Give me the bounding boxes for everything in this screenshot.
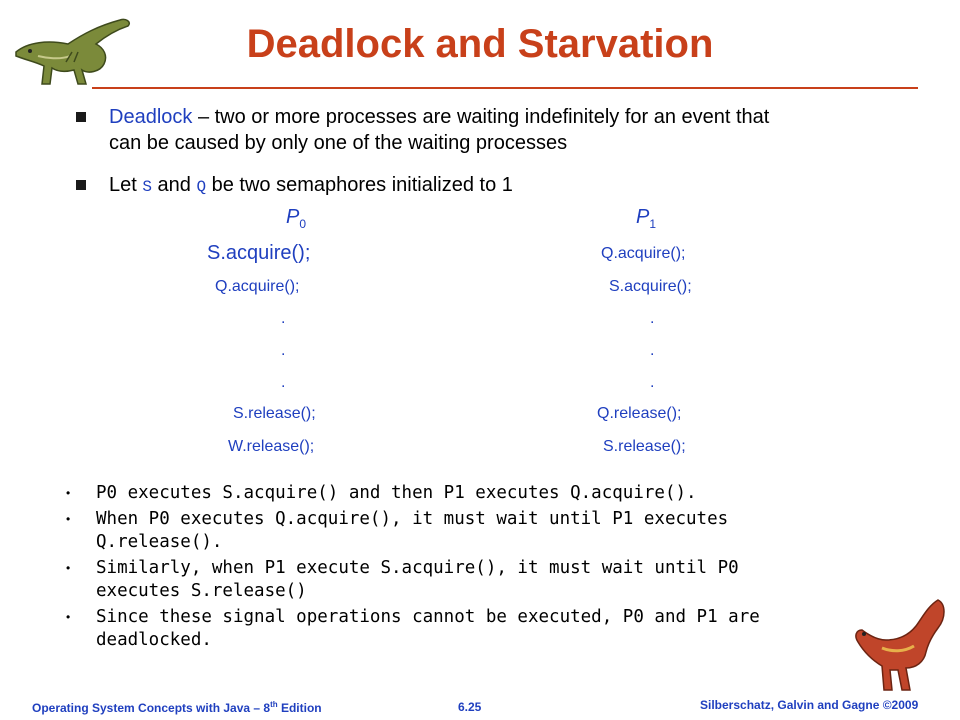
p1-line: S.acquire(); <box>609 278 692 295</box>
process-p1-heading: $P_1$ <box>636 206 657 231</box>
explanation-item <box>64 606 884 652</box>
p1-line: . <box>650 374 655 391</box>
p1-line: Q.acquire(); <box>601 245 686 262</box>
square-bullet-icon <box>76 112 86 122</box>
deadlock-definition-line2: can be caused by only one of the waiting processes <box>109 132 568 154</box>
explanation-line: deadlocked. <box>96 630 212 650</box>
semaphore-s: S <box>142 178 152 196</box>
semaphore-text-mid: and <box>151 174 197 196</box>
bullet-list <box>76 104 936 216</box>
explanation-line: Similarly, when P1 execute S.acquire(), it must wait until P0 <box>96 558 739 578</box>
dot-bullet-icon: • <box>66 610 71 624</box>
p0-line: Q.acquire(); <box>215 278 300 295</box>
semaphore-text-pre: Let <box>109 174 143 196</box>
p1-line: . <box>650 342 655 359</box>
explanation-line: When P0 executes Q.acquire(), it must wait until P1 executes <box>96 509 729 529</box>
deadlock-term: Deadlock <box>109 106 193 128</box>
explanation-line: Q.release(). <box>96 532 223 552</box>
dot-bullet-icon: • <box>66 486 71 500</box>
explanation-item <box>64 508 884 554</box>
deadlock-definition-text: – two or more processes are waiting indefinitely for an event that <box>192 106 770 128</box>
dot-bullet-icon: • <box>66 561 71 575</box>
semaphore-q: Q <box>196 178 207 196</box>
bullet-semaphores <box>76 172 936 200</box>
p1-line: . <box>650 310 655 327</box>
explanation-item <box>64 482 884 505</box>
p0-line: W.release(); <box>228 438 315 455</box>
p1-line: Q.release(); <box>597 405 682 422</box>
dot-bullet-icon: • <box>66 512 71 526</box>
page-title: Deadlock and Starvation <box>246 22 714 66</box>
semaphore-text-post: be two semaphores initialized to 1 <box>206 174 513 196</box>
dinosaur-bottom-icon <box>842 596 958 696</box>
bullet-deadlock-definition <box>76 104 936 156</box>
explanation-line: Since these signal operations cannot be executed, P0 and P1 are <box>96 607 760 627</box>
explanation-list <box>64 482 884 655</box>
process-p0-heading: $P_0$ <box>286 206 307 231</box>
footer-book-title: Operating System Concepts with Java – 8th Edition <box>32 700 322 715</box>
explanation-line: executes S.release() <box>96 581 307 601</box>
explanation-line: P0 executes S.acquire() and then P1 executes Q.acquire(). <box>96 483 697 503</box>
p0-line: . <box>281 342 286 359</box>
explanation-item <box>64 557 884 603</box>
p0-line: . <box>281 310 286 327</box>
p0-line: S.release(); <box>233 405 316 422</box>
square-bullet-icon <box>76 180 86 190</box>
footer-authors: Silberschatz, Galvin and Gagne ©2009 <box>700 698 919 712</box>
p0-line: S.acquire(); <box>207 242 311 264</box>
footer-slide-number: 6.25 <box>458 700 482 714</box>
p1-line: S.release(); <box>603 438 686 455</box>
p0-line: . <box>281 374 286 391</box>
title-divider <box>92 87 918 89</box>
